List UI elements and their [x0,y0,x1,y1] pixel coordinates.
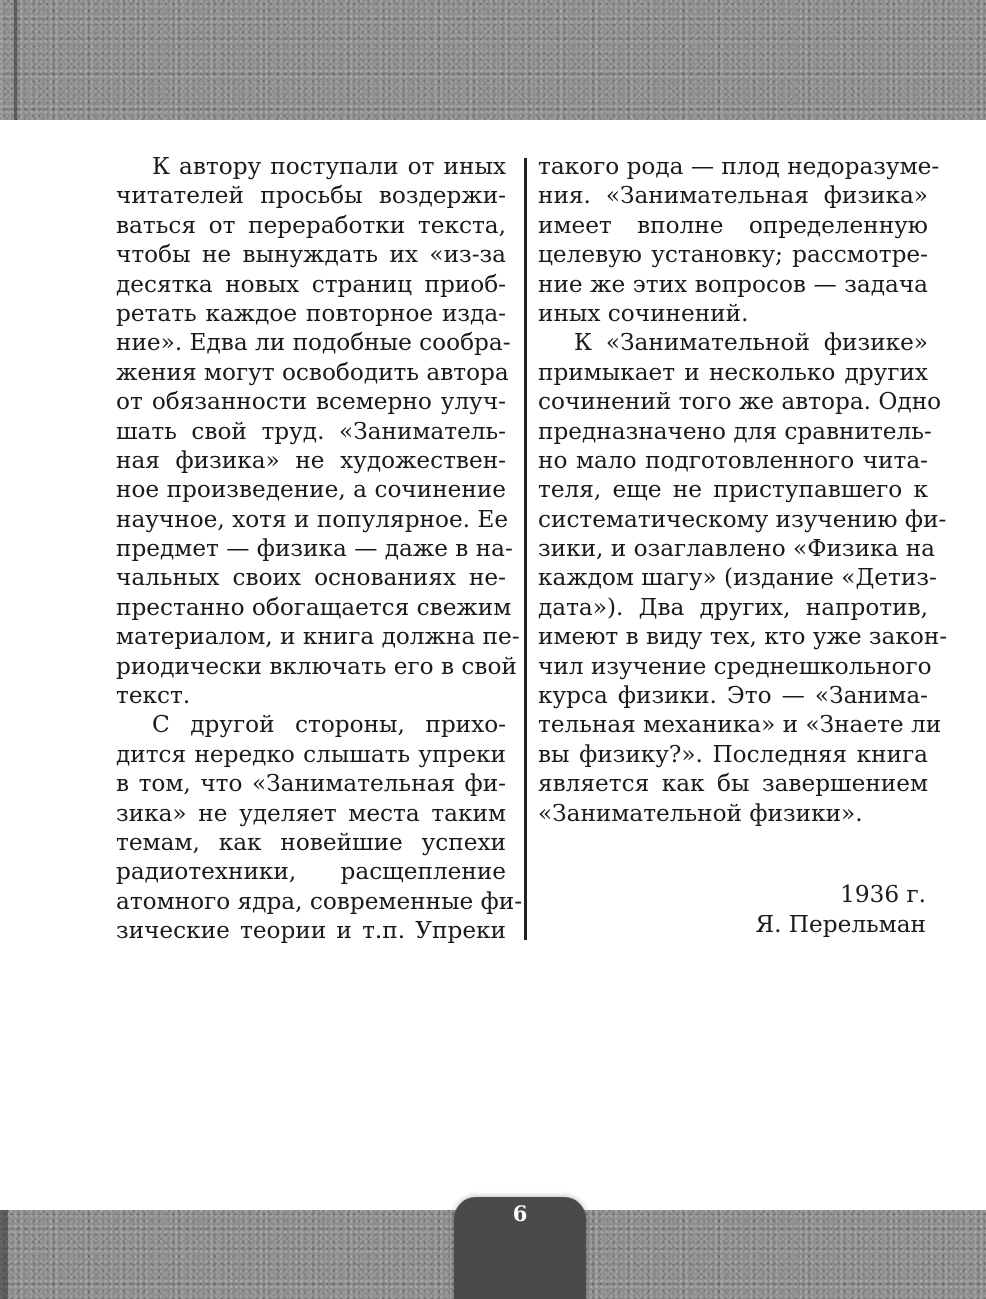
top-texture-band [0,0,986,120]
text-line: К автору поступали от иных [152,153,506,180]
text-line: иных сочинений. [538,299,749,327]
text-line: жения могут освободить автора [116,358,509,386]
text-line: чтобы не вынуждать их «из-за [116,241,506,269]
text-line: является как бы завершением [538,770,928,798]
text-line: имеет вполне определенную [538,211,928,239]
text-line: десятка новых страниц приоб- [116,270,506,298]
page-number-tab [454,1197,586,1299]
text-line: тельная механика» и «Знаете ли [538,711,942,739]
text-line: такого рода — плод недоразуме- [538,153,940,180]
text-line: научное, хотя и популярное. Ее [116,505,509,533]
text-line: ние». Едва ли подобные сообра- [116,329,511,357]
text-line: ная физика» не художествен- [116,446,506,474]
text-line: дится нередко слышать упреки [116,740,506,768]
text-line: имеют в виду тех, кто уже закон- [538,623,948,651]
text-line: зика» не уделяет места таким [116,799,506,827]
text-line: радиотехники, расщепление [116,858,506,886]
text-line: дата»). Два других, напротив, [538,593,928,621]
text-line: теля, еще не приступавшего к [538,476,928,504]
text-line: читателей просьбы воздержи- [116,182,506,210]
text-line: С другой стороны, прихо- [152,711,506,739]
text-line: курса физики. Это — «Занима- [538,682,928,710]
text-line: ваться от переработки текста, [116,211,506,239]
text-line: ное произведение, а сочинение [116,476,506,504]
signature-author: Я. Перельман [755,911,926,938]
text-line: чальных своих основаниях не- [116,564,506,592]
text-line: систематическому изучению фи- [538,505,947,533]
text-line: но мало подготовленного чита- [538,446,928,474]
text-line: ния. «Занимательная физика» [538,182,928,210]
text-line: К «Занимательной физике» [574,329,928,357]
text-line: чил изучение среднешкольного [538,652,932,680]
text-line: риодически включать его в свой [116,652,517,680]
text-line: «Занимательной физики». [538,799,863,827]
text-line: сочинений того же автора. Одно [538,388,942,416]
page-number: 6 [512,1201,528,1226]
text-line: атомного ядра, современные фи- [116,887,523,915]
text-line: зические теории и т.п. Упреки [116,917,506,945]
text-line: примыкает и несколько других [538,358,928,386]
text-line: предмет — физика — даже в на- [116,535,513,563]
text-line: вы физику?». Последняя книга [538,740,928,768]
text-line: текст. [116,682,191,710]
text-line: ние же этих вопросов — задача [538,270,928,298]
right-text-column [538,152,948,828]
text-line: зики, и озаглавлено «Физика на [538,535,935,563]
column-divider [524,158,527,940]
text-line: в том, что «Занимательная фи- [116,770,506,798]
text-line: престанно обогащается свежим [116,593,512,621]
text-line: материалом, и книга должна пе- [116,623,520,651]
text-line: предназначено для сравнитель- [538,417,932,445]
left-text-column [116,152,523,946]
text-line: от обязанности всемерно улуч- [116,388,506,416]
text-line: ретать каждое повторное изда- [116,299,506,327]
text-line: шать свой труд. «Заниматель- [116,417,506,445]
text-line: темам, как новейшие успехи [116,828,506,856]
signature-block [755,880,926,940]
text-line: каждом шагу» (издание «Детиз- [538,564,937,592]
signature-year: 1936 г. [840,881,926,908]
text-line: целевую установку; рассмотре- [538,241,928,269]
